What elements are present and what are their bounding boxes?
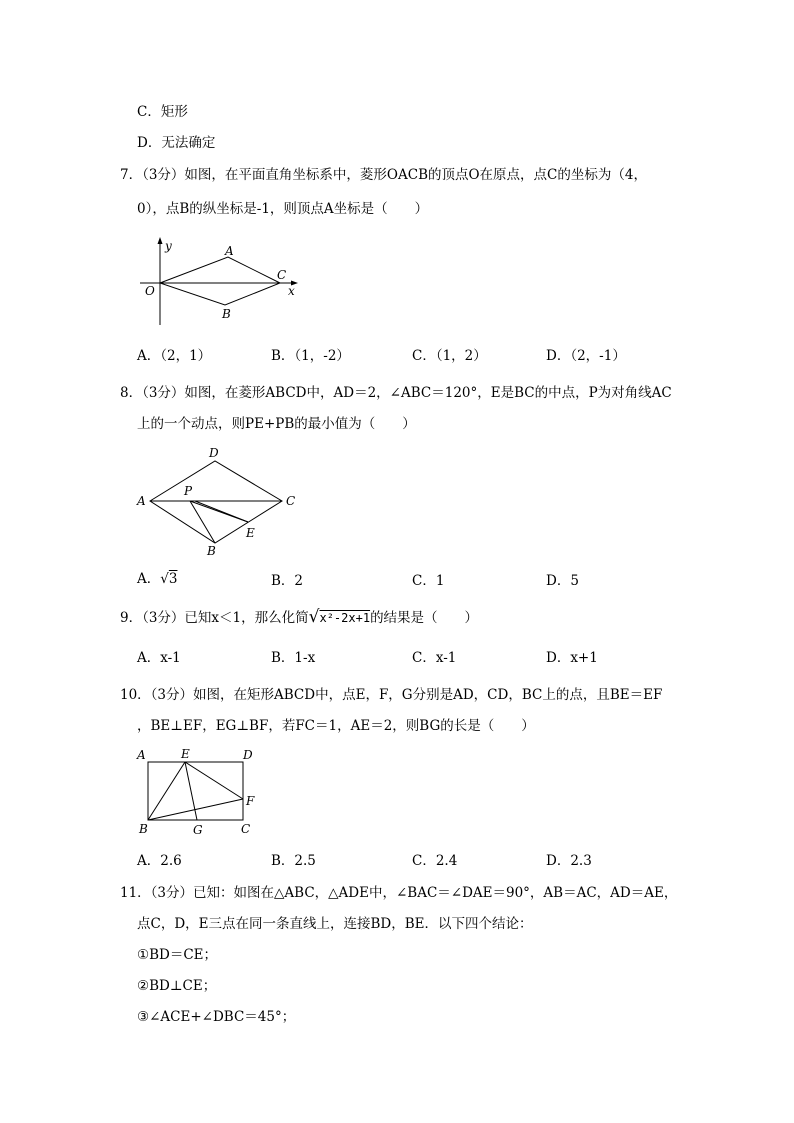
q7-label-o: O [145, 284, 155, 298]
q10-stem-line1: 10．（3分）如图，在矩形ABCD中，点E，F，G分别是AD，CD，BC上的点，且BE＝EF [120, 687, 663, 703]
q7-stem-line1: 7．（3分）如图，在平面直角坐标系中，菱形OACB的顶点O在原点，点C的坐标为（4， [120, 167, 647, 183]
q7-label-y: y [165, 239, 172, 253]
q10-label-b: B [139, 822, 148, 836]
q8-label-c: C [286, 494, 296, 508]
q9-option-c: C．x-1 [412, 650, 457, 666]
q8-option-b: B．2 [271, 573, 304, 589]
q10-option-c: C．2.4 [412, 853, 458, 869]
q10-segment-ef [185, 762, 243, 799]
sqrt-symbol: √3 [160, 571, 178, 587]
q10-label-a: A [137, 748, 146, 762]
q9-stem-prefix: 9．（3分）已知x＜1，那么化简 [120, 610, 309, 626]
q9-radicand: x²-2x+1 [319, 611, 371, 625]
q10-option-a: A．2.6 [137, 853, 182, 869]
q8-label-a: A [137, 494, 146, 508]
q7-label-a: A [225, 244, 234, 258]
q9-option-d: D．x+1 [546, 650, 598, 666]
q10-segment-bf [148, 799, 243, 820]
q10-label-c: C [241, 822, 251, 836]
q8-rhombus [150, 461, 282, 543]
q9-option-b: B．1-x [271, 650, 316, 666]
sqrt-symbol: √ [308, 607, 320, 627]
q8-figure [135, 443, 305, 558]
q7-option-a: A．（2，1） [137, 348, 212, 364]
q11-conclusion-1: ①BD＝CE； [137, 947, 218, 963]
q9-stem [120, 608, 478, 627]
q8-label-e: E [246, 526, 255, 540]
q10-option-b: B．2.5 [271, 853, 316, 869]
q8-stem-line2: 上的一个动点，则PE+PB的最小值为（ ） [137, 416, 416, 432]
q8-option-d: D．5 [546, 573, 579, 589]
q8-option-a [137, 570, 177, 588]
q7-stem-line2: 0），点B的纵坐标是-1，则顶点A坐标是（ ） [137, 201, 429, 217]
q7-option-b: B．（1，-2） [271, 348, 350, 364]
q9-option-a: A．x-1 [137, 650, 181, 666]
q8-option-a-prefix: A． [137, 571, 161, 587]
q7-figure [135, 235, 310, 330]
q11-stem-line2: 点C，D，E三点在同一条直线上，连接BD，BE．以下四个结论： [137, 916, 533, 932]
q10-label-g: G [193, 823, 203, 837]
q8-stem-line1: 8．（3分）如图，在菱形ABCD中，AD＝2，∠ABC＝120°，E是BC的中点，P为对角线AC [120, 385, 672, 401]
q10-label-d: D [243, 748, 253, 762]
q8-label-d: D [209, 446, 219, 460]
q6-option-d: D．无法确定 [137, 135, 216, 151]
q7-option-c: C．（1，2） [412, 348, 487, 364]
q10-stem-line2: ，BE⊥EF，EG⊥BF，若FC＝1，AE＝2，则BG的长是（ ） [137, 718, 535, 734]
q6-option-c: C．矩形 [137, 104, 188, 120]
q7-rhombus [160, 257, 280, 305]
q10-option-d: D．2.3 [546, 853, 592, 869]
q10-figure [135, 745, 265, 837]
q7-label-b: B [222, 307, 231, 321]
q7-label-x: x [288, 284, 295, 298]
q8-option-c: C．1 [412, 573, 445, 589]
q7-option-d: D．（2，-1） [546, 348, 626, 364]
q7-label-c: C [277, 268, 287, 282]
q11-conclusion-2: ②BD⊥CE； [137, 978, 217, 994]
q11-conclusion-3: ③∠ACE+∠DBC＝45°； [137, 1009, 296, 1025]
q10-label-f: F [246, 794, 255, 808]
q9-stem-suffix: 的结果是（ ） [370, 610, 479, 626]
q11-stem-line1: 11．（3分）已知：如图在△ABC，△ADE中，∠BAC＝∠DAE＝90°，AB＝AC，AD＝AE， [120, 885, 678, 901]
q8-label-b: B [207, 544, 216, 558]
q8-segment-aux [195, 501, 248, 522]
q10-label-e: E [181, 747, 190, 761]
q8-label-p: P [184, 484, 193, 498]
q8-option-a-radicand: 3 [168, 571, 178, 587]
q7-y-arrow [158, 237, 163, 244]
q10-segment-be [148, 762, 185, 820]
